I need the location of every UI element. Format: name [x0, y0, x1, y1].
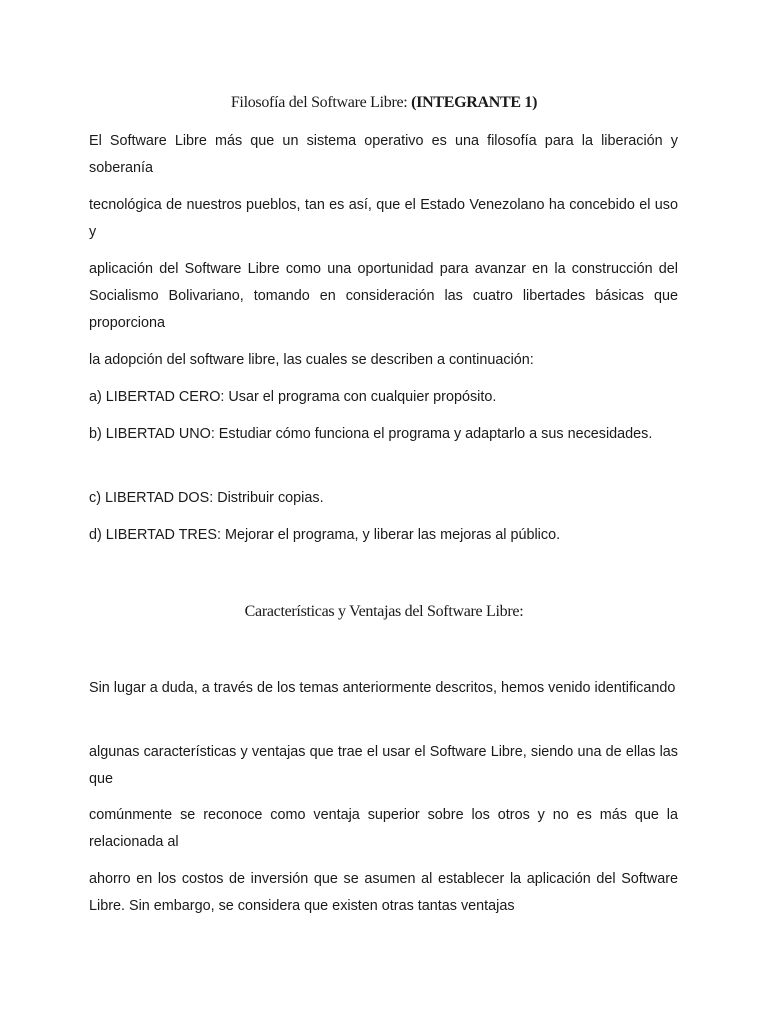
paragraph-sin-lugar: Sin lugar a duda, a través de los temas anteriormente descritos, hemos venido identificando	[89, 680, 676, 696]
section-heading-caracteristicas: Características y Ventajas del Software Libre:	[244, 603, 524, 620]
paragraph-algunas: algunas características y ventajas que trae el usar el Software Libre, siendo una de ellas las que	[89, 744, 678, 787]
list-item-libertad-dos: c) LIBERTAD DOS: Distribuir copias.	[89, 490, 324, 506]
heading-bold-text: (INTEGRANTE 1)	[411, 94, 538, 111]
list-item-libertad-uno: b) LIBERTAD UNO: Estudiar cómo funciona el programa y adaptarlo a sus necesidades.	[89, 426, 653, 442]
list-item-libertad-tres: d) LIBERTAD TRES: Mejorar el programa, y liberar las mejoras al público.	[89, 527, 561, 543]
heading-text: Filosofía del Software Libre:	[230, 94, 412, 111]
paragraph-aplicacion: aplicación del Software Libre como una oportunidad para avanzar en la construcción del Socialismo Bolivariano, tomando en consideración las cuatro libertades básicas que proporciona	[89, 261, 678, 331]
paragraph-tecnologica: tecnológica de nuestros pueblos, tan es así, que el Estado Venezolano ha concebido el uso y	[89, 197, 678, 240]
paragraph-intro: El Software Libre más que un sistema operativo es una filosofía para la liberación y soberanía	[89, 133, 678, 176]
paragraph-adopcion: la adopción del software libre, las cuales se describen a continuación:	[89, 352, 534, 368]
section-heading-filosofia	[0, 93, 768, 113]
paragraph-ahorro: ahorro en los costos de inversión que se asumen al establecer la aplicación del Software Libre. Sin embargo, se considera que existen otras tantas ventajas	[89, 871, 678, 914]
list-item-libertad-cero: a) LIBERTAD CERO: Usar el programa con cualquier propósito.	[89, 389, 497, 405]
paragraph-comunmente: comúnmente se reconoce como ventaja superior sobre los otros y no es más que la relacionada al	[89, 807, 678, 850]
